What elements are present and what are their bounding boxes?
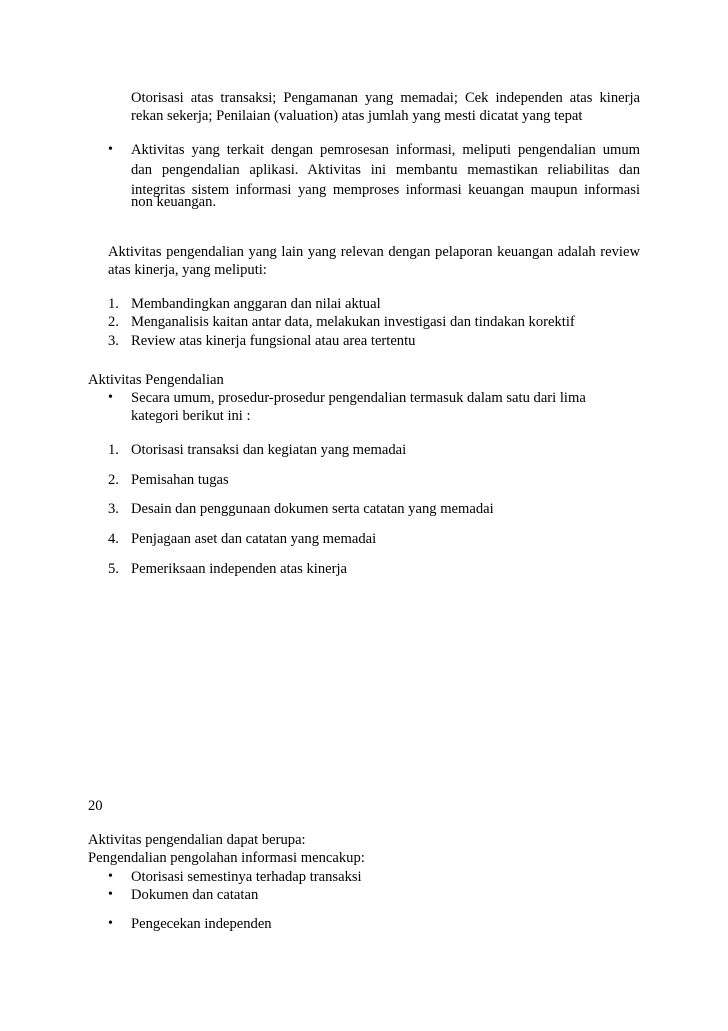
bottom-paragraph-line: Aktivitas pengendalian dapat berupa:	[88, 832, 306, 848]
list-item: Review atas kinerja fungsional atau area tertentu	[131, 333, 416, 349]
review-paragraph-line: atas kinerja, yang meliputi:	[108, 262, 267, 278]
top-paragraph	[131, 88, 640, 108]
control-bullet-line: kategori berikut ini :	[131, 408, 251, 424]
bullet-icon: •	[108, 390, 113, 405]
list-item: Otorisasi semestinya terhadap transaksi	[131, 869, 362, 885]
list-item: Penjagaan aset dan catatan yang memadai	[131, 531, 377, 547]
list-number: 4.	[108, 531, 119, 547]
top-paragraph-line: rekan sekerja; Penilaian (valuation) atas jumlah yang mesti dicatat yang tepat	[131, 108, 583, 124]
review-paragraph	[108, 242, 640, 262]
control-bullet-line: Secara umum, prosedur-prosedur pengendalian termasuk dalam satu dari lima	[131, 390, 586, 406]
list-number: 3.	[108, 501, 119, 517]
page-number: 20	[88, 798, 103, 814]
list-item: Pemeriksaan independen atas kinerja	[131, 561, 347, 577]
list-item: Otorisasi transaksi dan kegiatan yang memadai	[131, 442, 407, 458]
review-paragraph-line: Aktivitas pengendalian yang lain yang relevan dengan pelaporan keuangan adalah review	[108, 244, 640, 260]
activity-bullet-line: Aktivitas yang terkait dengan pemrosesan informasi, meliputi pengendalian umum	[131, 142, 640, 158]
bullet-icon: •	[108, 916, 113, 931]
list-number: 2.	[108, 314, 119, 330]
activity-bullet-text	[131, 140, 640, 200]
bullet-icon: •	[108, 887, 113, 902]
list-number: 1.	[108, 442, 119, 458]
list-item: Desain dan penggunaan dokumen serta catatan yang memadai	[131, 501, 494, 517]
bottom-paragraph-line: Pengendalian pengolahan informasi mencakup:	[88, 850, 365, 866]
section-heading: Aktivitas Pengendalian	[88, 372, 224, 388]
list-number: 2.	[108, 472, 119, 488]
list-item: Menganalisis kaitan antar data, melakukan investigasi dan tindakan korektif	[131, 314, 575, 330]
activity-bullet-line: non keuangan.	[131, 194, 217, 210]
list-item: Dokumen dan catatan	[131, 887, 259, 903]
bullet-icon: •	[108, 142, 113, 157]
list-number: 3.	[108, 333, 119, 349]
bullet-icon: •	[108, 869, 113, 884]
list-number: 5.	[108, 561, 119, 577]
list-number: 1.	[108, 296, 119, 312]
activity-bullet-line: dan pengendalian aplikasi. Aktivitas ini membantu memastikan reliabilitas dan	[131, 162, 640, 178]
list-item: Pemisahan tugas	[131, 472, 229, 488]
top-paragraph-line: Otorisasi atas transaksi; Pengamanan yang memadai; Cek independen atas kinerja	[131, 90, 640, 106]
activity-bullet-line: integritas sistem informasi yang memproses informasi keuangan maupun informasi	[131, 182, 640, 198]
list-item: Membandingkan anggaran dan nilai aktual	[131, 296, 381, 312]
list-item: Pengecekan independen	[131, 916, 272, 932]
